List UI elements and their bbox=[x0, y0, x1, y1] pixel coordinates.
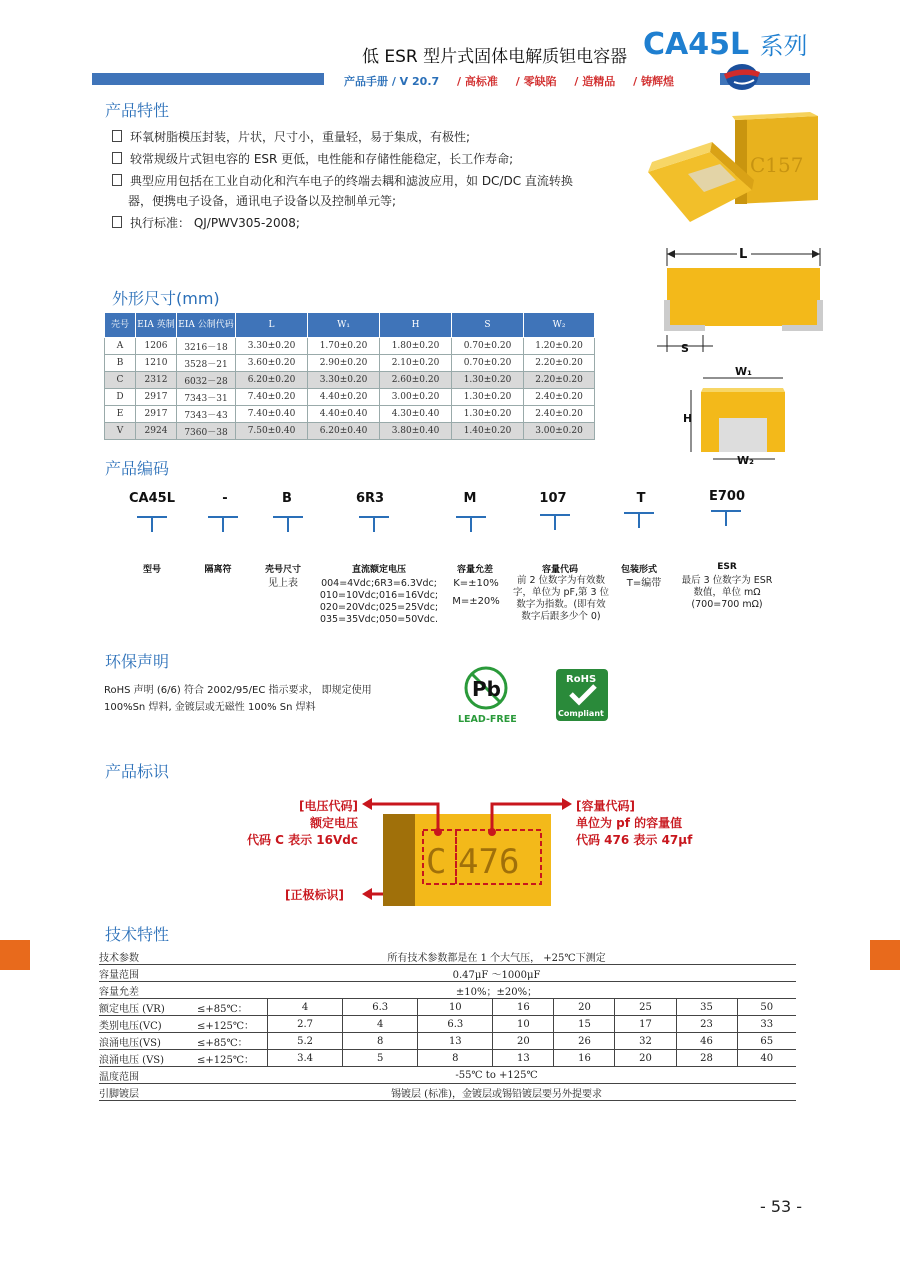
nav-quality: / 造精品 bbox=[574, 75, 616, 88]
svg-text:Compliant: Compliant bbox=[558, 709, 604, 718]
voltage-code-callout: [电压代码] 额定电压 代码 C 表示 16Vdc bbox=[246, 799, 358, 847]
bullet-box-icon bbox=[112, 152, 122, 164]
code-desc-case: 见上表 bbox=[268, 578, 298, 589]
code-label-package: 包装形式 bbox=[620, 565, 657, 575]
rohs-compliant-icon bbox=[555, 668, 609, 722]
code-label-case: 壳号尺寸 bbox=[264, 565, 301, 575]
side-tab-right bbox=[870, 940, 900, 970]
feature-item: 典型应用包括在工业自动化和汽车电子的终端去耦和滤波应用，如 DC/DC 直流转换 bbox=[112, 172, 632, 190]
dim-label-s: S bbox=[681, 342, 689, 355]
code-desc-tolerance: K=±10% M=±20% bbox=[452, 578, 500, 607]
table-row: 容量范围 0.47μF ～1000μF bbox=[99, 965, 796, 982]
code-part-package: T bbox=[636, 491, 646, 506]
dim-label-w2: W₂ bbox=[737, 454, 754, 467]
chip-code-476: 476 bbox=[458, 842, 520, 882]
table-row: E 2917 7343－43 7.40±0.40 4.40±0.40 4.30±0.40 1.30±0.20 2.40±0.20 bbox=[105, 406, 595, 423]
table-row: D 2917 7343－31 7.40±0.20 4.40±0.20 3.00±0.20 1.30±0.20 2.40±0.20 bbox=[105, 389, 595, 406]
nav-zero-defect: / 零缺陷 bbox=[515, 75, 557, 88]
header-title: 低 ESR 型片式固体电解质钽电容器 bbox=[362, 47, 628, 67]
svg-text:LEAD-FREE: LEAD-FREE bbox=[458, 714, 517, 725]
code-label-separator: 隔离符 bbox=[204, 565, 232, 575]
code-part-esr: E700 bbox=[708, 489, 746, 504]
table-row: 温度范围 -55℃ to +125℃ bbox=[99, 1067, 796, 1084]
code-desc-package: T=编带 bbox=[626, 578, 662, 589]
dim-label-w1: W₁ bbox=[735, 365, 752, 378]
feature-item: 环氧树脂模压封装，片状，尺寸小，重量轻，易于集成，有极性; bbox=[112, 128, 632, 146]
code-part-separator: - bbox=[222, 491, 228, 506]
code-label-voltage: 直流额定电压 bbox=[351, 565, 406, 575]
company-logo-icon bbox=[722, 62, 762, 92]
code-label-esr: ESR bbox=[717, 562, 737, 572]
code-bracket bbox=[711, 510, 741, 526]
polarity-callout: [正极标识] bbox=[285, 888, 344, 902]
tech-heading: 技术特性 bbox=[105, 925, 170, 944]
capacitance-code-callout: [容量代码] 单位为 pf 的容量值 代码 476 表示 47μf bbox=[576, 799, 693, 847]
code-bracket bbox=[208, 516, 238, 532]
code-label-model: 型号 bbox=[142, 565, 161, 575]
svg-text:RoHS: RoHS bbox=[566, 674, 597, 685]
environment-statement: RoHS 声明 (6/6) 符合 2002/95/EC 指示要求， 即规定使用 100%Sn 焊料, 金镀层或无磁性 100% Sn 焊料 bbox=[104, 685, 372, 713]
product-photo bbox=[640, 112, 820, 230]
features-heading: 产品特性 bbox=[105, 101, 170, 120]
dim-label-l: L bbox=[739, 247, 748, 262]
bullet-box-icon bbox=[112, 130, 122, 142]
header-bar-left bbox=[92, 73, 324, 85]
code-bracket bbox=[359, 516, 389, 532]
code-bracket bbox=[540, 514, 570, 530]
table-row: C 2312 6032－28 6.20±0.20 3.30±0.20 2.60±0.20 1.30±0.20 2.20±0.20 bbox=[105, 372, 595, 389]
bullet-box-icon bbox=[112, 216, 122, 228]
side-tab-left bbox=[0, 940, 30, 970]
nav-glory: / 铸辉煌 bbox=[633, 75, 674, 88]
table-row: 浪涌电压(VS) ≤+85℃： 5.2 8 13 20 26 32 46 65 bbox=[99, 1033, 796, 1050]
code-bracket bbox=[273, 516, 303, 532]
environment-heading: 环保声明 bbox=[105, 652, 170, 671]
chip-code-c: C bbox=[426, 842, 447, 882]
marking-heading: 产品标识 bbox=[105, 762, 170, 781]
lead-free-icon bbox=[455, 664, 519, 726]
code-desc-esr: 最后 3 位数字为 ESR 数值，单位 mΩ (700=700 mΩ) bbox=[681, 575, 773, 610]
series-title bbox=[643, 26, 808, 62]
feature-item: 较常规级片式钽电容的 ESR 更低，电性能和存储性能稳定，长工作寿命; bbox=[112, 150, 632, 168]
table-row: 容量允差 ±10%；±20%； bbox=[99, 982, 796, 999]
feature-item: 执行标准： QJ/PWV305-2008; bbox=[112, 214, 632, 232]
coding-heading: 产品编码 bbox=[105, 459, 170, 478]
code-part-voltage: 6R3 bbox=[355, 491, 385, 506]
code-desc-voltage: 004=4Vdc;6R3=6.3Vdc; 010=10Vdc;016=16Vdc; 020=20Vdc;025=25Vdc; 035=35Vdc;050=50Vdc. bbox=[319, 578, 439, 625]
table-row: V 2924 7360－38 7.50±0.40 6.20±0.40 3.80±0.40 1.40±0.20 3.00±0.20 bbox=[105, 423, 595, 440]
svg-text:Pb: Pb bbox=[472, 677, 501, 701]
series-suffix: 系列 bbox=[759, 32, 808, 60]
code-label-tolerance: 容量允差 bbox=[456, 565, 493, 575]
header-nav bbox=[344, 73, 674, 89]
code-bracket bbox=[624, 512, 654, 528]
table-header-row: 壳号 EIA 英制 EIA 公制代码 L W₁ H S W₂ bbox=[105, 313, 595, 338]
code-part-model: CA45L bbox=[129, 491, 175, 506]
photo-marking: C157 bbox=[750, 153, 804, 177]
code-bracket bbox=[137, 516, 167, 532]
table-row: A 1206 3216－18 3.30±0.20 1.70±0.20 1.80±0.20 0.70±0.20 1.20±0.20 bbox=[105, 338, 595, 355]
page-number: - 53 - bbox=[760, 1197, 803, 1216]
table-row: 类别电压(VC) ≤+125℃： 2.7 4 6.3 10 15 17 23 33 bbox=[99, 1016, 796, 1033]
code-part-tolerance: M bbox=[463, 491, 477, 506]
tech-table bbox=[99, 948, 796, 1101]
table-row: 浪涌电压 (VS) ≤+125℃： 3.4 5 8 13 16 20 28 40 bbox=[99, 1050, 796, 1067]
table-row: B 1210 3528－21 3.60±0.20 2.90±0.20 2.10±0.20 0.70±0.20 2.20±0.20 bbox=[105, 355, 595, 372]
dimensions-heading: 外形尺寸(mm) bbox=[112, 289, 220, 308]
code-part-capacitance: 107 bbox=[539, 491, 567, 506]
bullet-box-icon bbox=[112, 174, 122, 186]
table-row: 技术参数 所有技术参数都是在 1 个大气压， +25℃下测定 bbox=[99, 948, 796, 965]
series-code: CA45L bbox=[643, 27, 750, 62]
table-row: 引脚镀层 锡镀层 (标准)，金镀层或锡铅镀层要另外提要求 bbox=[99, 1084, 796, 1101]
nav-standard: / 高标准 bbox=[457, 75, 498, 88]
code-label-capacitance: 容量代码 bbox=[541, 565, 578, 575]
dim-label-h: H bbox=[683, 412, 693, 425]
nav-manual: 产品手册 / V 20.7 bbox=[344, 75, 440, 88]
code-part-case: B bbox=[282, 491, 292, 506]
code-bracket bbox=[456, 516, 486, 532]
dimension-diagram bbox=[655, 240, 825, 470]
feature-item-continued: 器，便携电子设备，通讯电子设备以及控制单元等; bbox=[128, 194, 397, 208]
dimensions-table bbox=[104, 312, 595, 440]
table-row: 额定电压 (VR) ≤+85℃： 4 6.3 10 16 20 25 35 50 bbox=[99, 999, 796, 1016]
code-desc-capacitance: 前 2 位数字为有效数 字，单位为 pF,第 3 位 数字为指数。(即有效 数字后跟多少个 0) bbox=[512, 575, 610, 622]
